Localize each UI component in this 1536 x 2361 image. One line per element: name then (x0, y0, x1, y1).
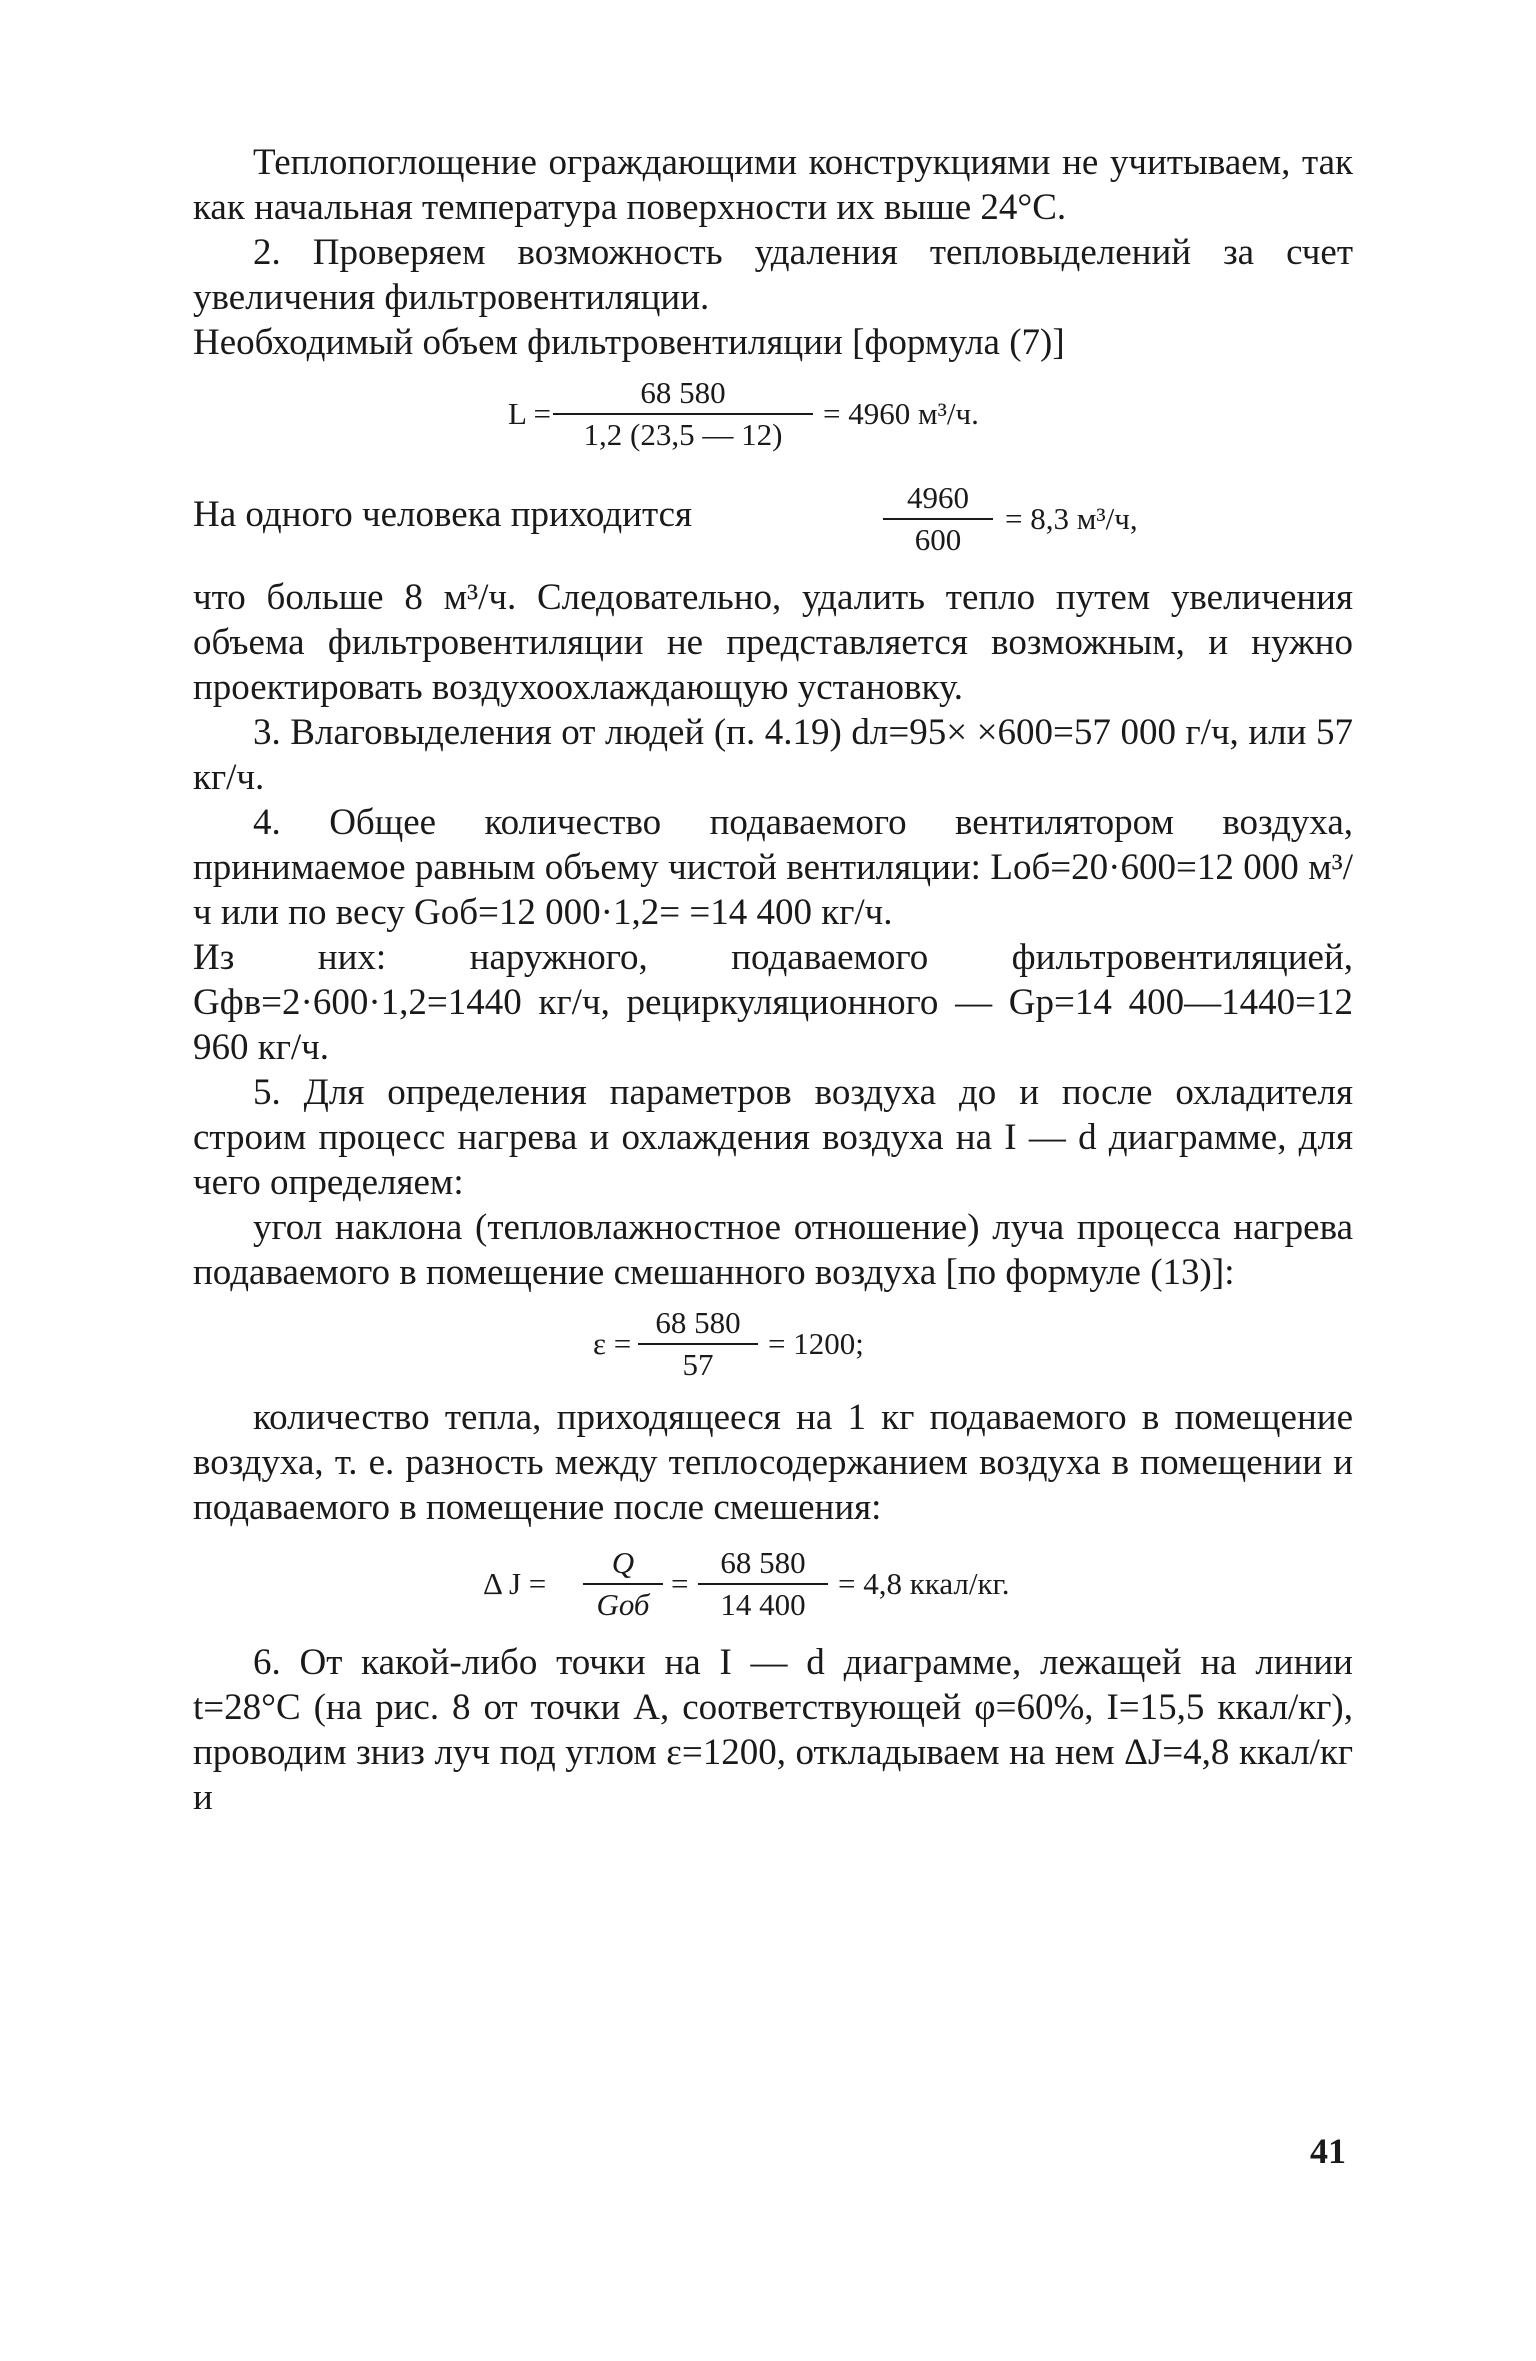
paragraph-required-volume: Необходимый объем фильтровентиляции [формула (7)] (193, 322, 1065, 363)
formula-dj-numerator-1: Q (611, 1545, 635, 1580)
paragraph-heat-per-kg: количество тепла, приходящееся на 1 кг подаваемого в помещение воздуха, т. е. разность между теплосодержанием воздуха в помещении и подаваемого в помещение после смешения: (193, 1397, 1353, 1528)
paragraph-step-5: 5. Для определения параметров воздуха до и после охладителя строим процесс нагрева и охлаждения воздуха на I — d диаграмме, для чего определяем: (193, 1072, 1353, 1203)
formula-eps-numerator: 68 580 (655, 1305, 741, 1340)
formula-l-numerator: 68 580 (640, 375, 726, 410)
paragraph-step-2: 2. Проверяем возможность удаления тепловыделений за счет увеличения фильтровентиляции. (193, 232, 1353, 318)
formula-eps-result: = 1200; (768, 1326, 864, 1361)
per-person-fraction (883, 480, 993, 558)
formula-per-person (193, 465, 1353, 575)
formula-dj-fraction-2 (698, 1545, 828, 1623)
per-person-denominator: 600 (914, 522, 962, 557)
formula-l-lhs: L = (508, 396, 552, 431)
per-person-lead: На одного человека приходится (193, 494, 693, 535)
page-body (193, 140, 1353, 1820)
paragraph-air-split: Из них: наружного, подаваемого фильтровентиляцией, Gфв=2·600·1,2=1440 кг/ч, рециркуляционного — Gр=14 400—1440=12 960 кг/ч. (193, 937, 1353, 1068)
formula-dj-denominator-2: 14 400 (720, 1587, 806, 1622)
paragraph-slope-angle: угол наклона (тепловлажностное отношение) луча процесса нагрева подаваемого в помещение смешанного воздуха [по формуле (13)]: (193, 1207, 1353, 1293)
formula-eps-denominator: 57 (682, 1347, 714, 1382)
paragraph-step-3: 3. Влаговыделения от людей (п. 4.19) dл=95× ×600=57 000 г/ч, или 57 кг/ч. (193, 712, 1353, 798)
per-person-result: = 8,3 м³/ч, (1005, 501, 1138, 536)
formula-dj-fraction-1 (583, 1545, 663, 1623)
paragraph-step-6: 6. От какой-либо точки на I — d диаграмме, лежащей на линии t=28°С (на рис. 8 от точки А, соответствующей φ=60%, I=15,5 ккал/кг), проводим зниз луч под углом ε=1200, откладываем на нем ΔJ=4,8 ккал/кг и (193, 1642, 1353, 1818)
formula-dj-result: = 4,8 ккал/кг. (838, 1566, 1010, 1601)
formula-dj-equals: = (671, 1566, 689, 1601)
formula-l-result: = 4960 м³/ч. (823, 396, 979, 431)
formula-l-denominator: 1,2 (23,5 — 12) (583, 417, 783, 452)
formula-eps-lhs: ε = (593, 1326, 632, 1361)
formula-dj-numerator-2: 68 580 (720, 1545, 806, 1580)
formula-dj-lhs: Δ J = (483, 1566, 547, 1601)
paragraph-conclusion: что больше 8 м³/ч. Следовательно, удалить тепло путем увеличения объема фильтровентиляции не представляется возможным, и нужно проектировать воздухоохлаждающую установку. (193, 577, 1353, 708)
formula-ventilation-volume (193, 365, 1353, 465)
paragraph-heat-absorption: Теплопоглощение ограждающими конструкциями не учитываем, так как начальная температура поверхности их выше 24°С. (193, 142, 1353, 228)
formula-heat-moisture-ratio (193, 1295, 1353, 1395)
paragraph-step-4: 4. Общее количество подаваемого вентилятором воздуха, принимаемое равным объему чистой вентиляции: Lоб=20·600=12 000 м³/ч или по весу Gоб=12 000·1,2= =14 400 кг/ч. (193, 802, 1353, 933)
per-person-numerator: 4960 (907, 480, 969, 515)
formula-eps-fraction (638, 1305, 758, 1383)
formula-dj-denominator-1: Gоб (596, 1587, 650, 1622)
formula-enthalpy-difference (193, 1530, 1353, 1640)
page-number: 41 (1310, 2131, 1346, 2171)
formula-l-fraction (553, 375, 813, 453)
